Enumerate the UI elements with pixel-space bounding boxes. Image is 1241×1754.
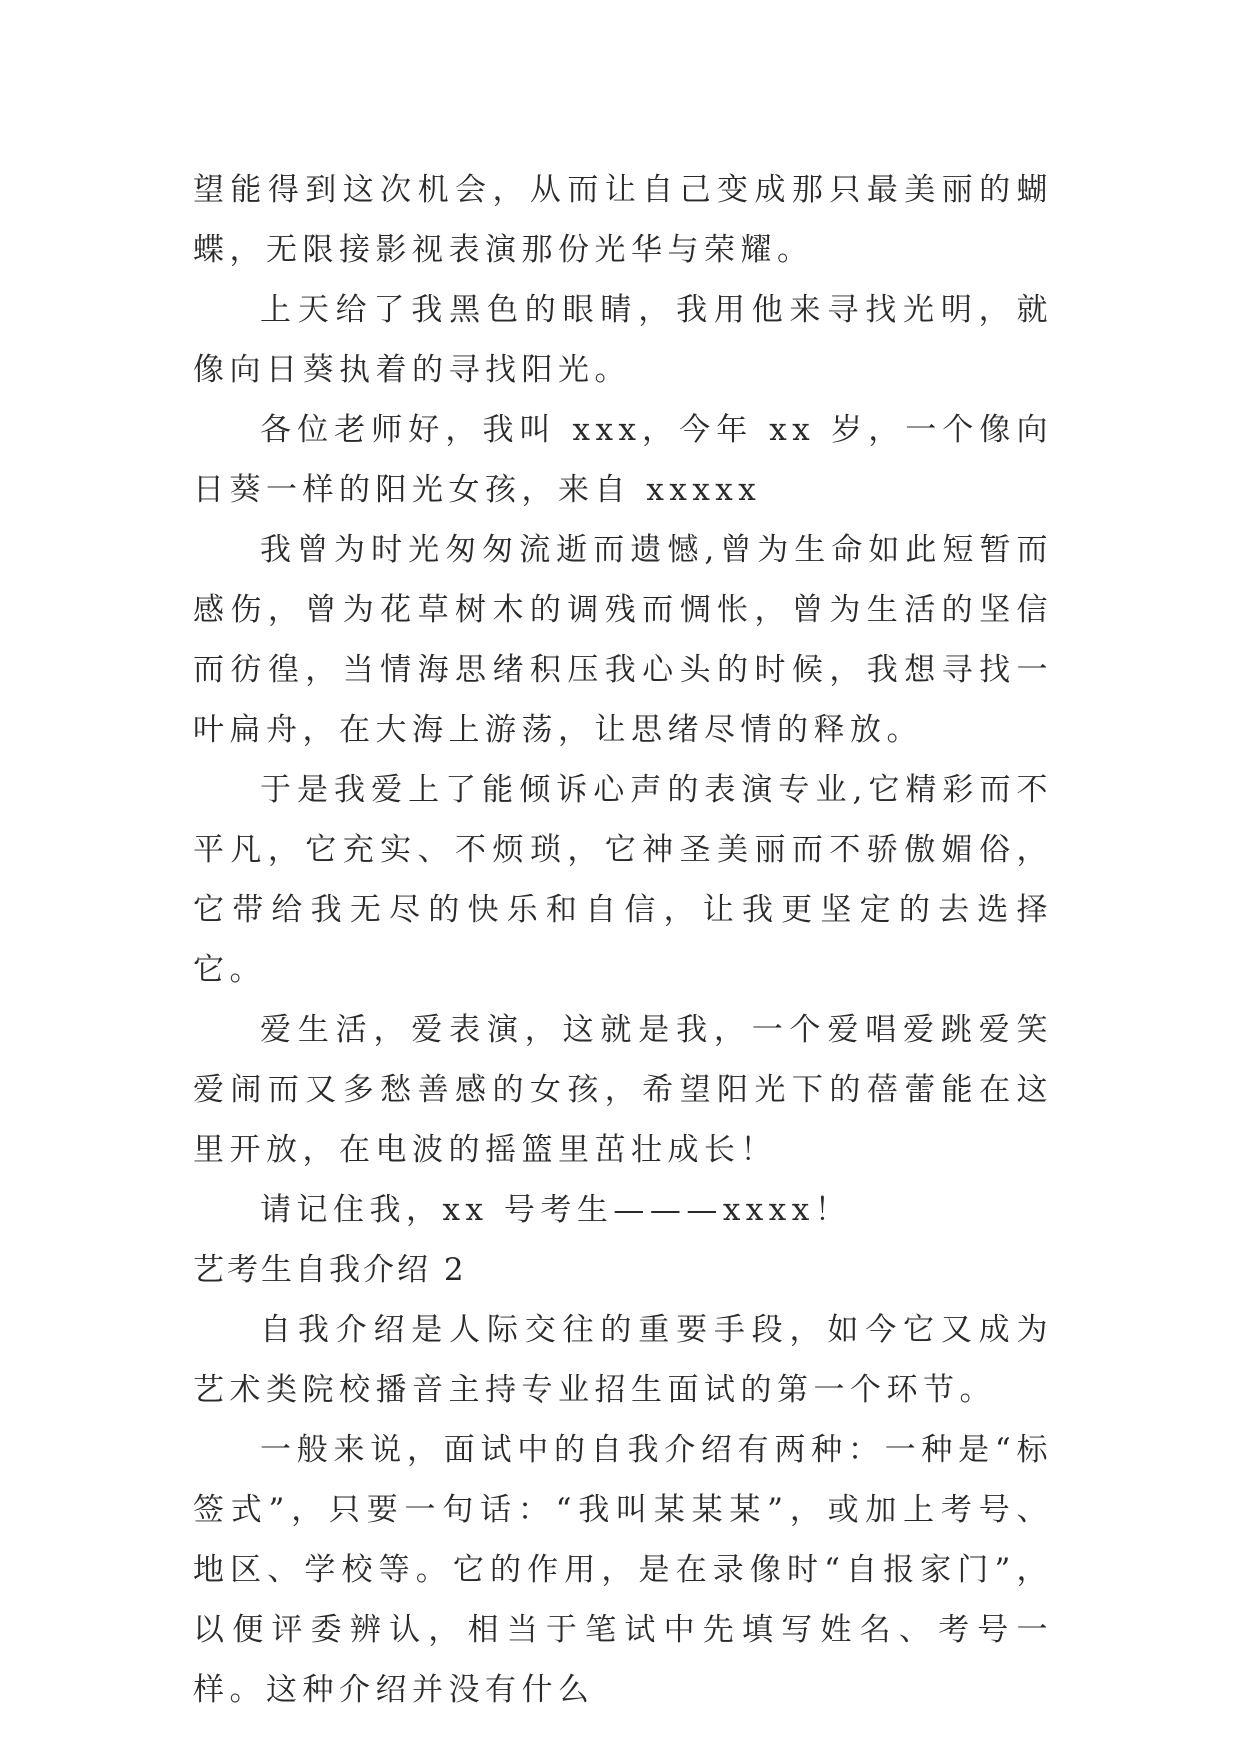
paragraph-5: 于是我爱上了能倾诉心声的表演专业,它精彩而不平凡，它充实、不烦琐，它神圣美丽而不骄傲媚俗，它带给我无尽的快乐和自信，让我更坚定的去选择它。: [193, 772, 1053, 988]
paragraph-1: 望能得到这次机会，从而让自己变成那只最美丽的蝴蝶，无限接影视表演那份光华与荣耀。: [193, 172, 1053, 268]
section-paragraph-2: 一般来说，面试中的自我介绍有两种：一种是“标签式”，只要一句话：“我叫某某某”，或加上考号、地区、学校等。它的作用，是在录像时“自报家门”，以便评委辨认，相当于笔试中先填写姓名、考号一样。这种介绍并没有什么: [193, 1432, 1053, 1708]
paragraph-2: 上天给了我黑色的眼睛，我用他来寻找光明，就像向日葵执着的寻找阳光。: [193, 292, 1053, 388]
paragraph-7: 请记住我，xx 号考生———xxxx！: [260, 1192, 852, 1228]
paragraph-6: 爱生活，爱表演，这就是我，一个爱唱爱跳爱笑爱闹而又多愁善感的女孩，希望阳光下的蓓蕾能在这里开放，在电波的摇篮里茁壮成长！: [193, 1012, 1053, 1168]
paragraph-4: 我曾为时光匆匆流逝而遗憾,曾为生命如此短暂而感伤，曾为花草树木的调残而惆怅，曾为生活的坚信而彷徨，当情海思绪积压我心头的时候，我想寻找一叶扁舟，在大海上游荡，让思绪尽情的释放。: [193, 532, 1053, 748]
section-title: 艺考生自我介绍 2: [193, 1252, 467, 1288]
paragraph-3: 各位老师好，我叫 xxx，今年 xx 岁，一个像向日葵一样的阳光女孩，来自 xxxxx: [193, 412, 1053, 508]
document-body: [193, 160, 1053, 1720]
section-paragraph-1: 自我介绍是人际交往的重要手段，如今它又成为艺术类院校播音主持专业招生面试的第一个环节。: [193, 1312, 1053, 1408]
